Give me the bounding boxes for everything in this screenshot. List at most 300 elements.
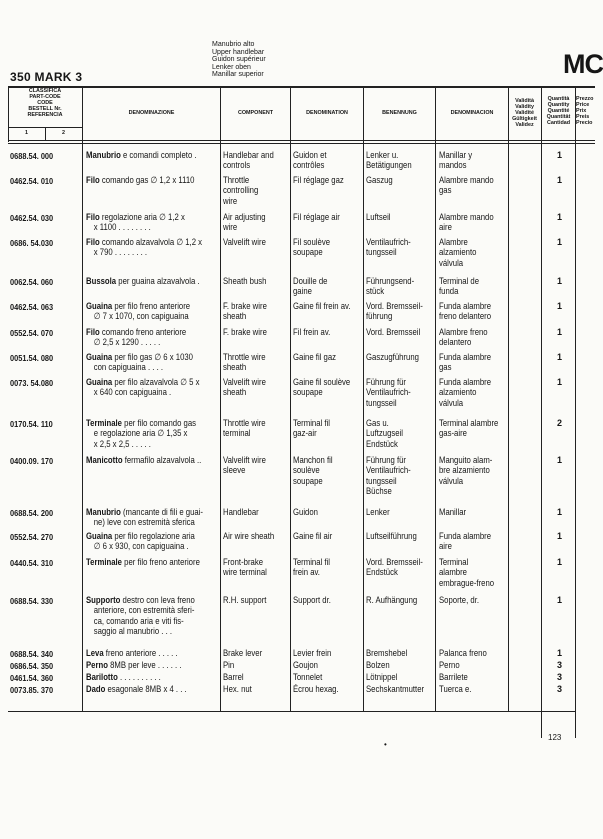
quantity: 3: [557, 684, 563, 694]
cell-de: [366, 377, 411, 408]
cell-line: Manguito alam-: [439, 455, 493, 465]
cell-de: [366, 150, 412, 171]
cell-line: Guidon: [293, 507, 318, 517]
cell-line: Vord. Bremsseil-: [366, 557, 423, 567]
cell-line: Führung für: [366, 377, 407, 387]
cell-line: Fil réglage air: [293, 212, 340, 222]
cell-line: contrôles: [293, 160, 325, 171]
cell-line: Funda alambre: [439, 377, 492, 387]
cell-en: [223, 672, 244, 682]
cell-line: wire terminal: [223, 567, 267, 578]
description-rest: fermafilo alzavalvola ..: [122, 455, 202, 465]
cell-line: Terminal fil: [293, 418, 330, 428]
description-line: [86, 150, 197, 160]
cell-en: [223, 327, 267, 337]
description-line: [86, 352, 193, 362]
description-line: [86, 276, 200, 286]
cell-line: F. brake wire: [223, 301, 267, 311]
quantity: 1: [557, 557, 563, 567]
cell-line: R. Aufhängung: [366, 595, 418, 605]
cell-es: [439, 672, 468, 682]
cell-line: aire: [439, 222, 452, 233]
cell-line: Funda alambre: [439, 301, 492, 311]
cell-de: [366, 660, 390, 670]
cell-line: Luftzugseil: [366, 428, 404, 439]
description-rest: destro con leva freno: [120, 595, 195, 605]
header-denominazione: DENOMINAZIONE: [128, 110, 175, 116]
description-it: [86, 531, 195, 552]
cell-line: Führungsend-: [366, 276, 415, 286]
cell-es: [439, 276, 479, 297]
cell-fr: [293, 684, 339, 694]
cell-fr: [293, 660, 318, 670]
cell-fr: [293, 276, 327, 297]
cell-en: [223, 648, 262, 658]
header-denomination: DENOMINATION: [306, 110, 348, 116]
cell-line: Throttle wire: [223, 352, 266, 362]
description-rest: comando alzavalvola ∅ 1,2 x: [99, 237, 203, 247]
description-rest: (mancante di fili e guai-: [120, 507, 204, 517]
cell-en: [223, 684, 252, 694]
cell-es: [439, 150, 472, 171]
cell-line: Lenker u.: [366, 150, 399, 160]
title-it: Manubrio alto: [212, 41, 255, 48]
description-line: [86, 660, 182, 670]
part-code: 0073.85. 370: [10, 685, 54, 695]
cell-en: [223, 301, 267, 322]
description-it: [86, 237, 202, 258]
part-code: 0552.54. 070: [10, 328, 54, 338]
quantity: 1: [557, 531, 563, 541]
cell-line: funda: [439, 286, 459, 297]
description-it: [86, 455, 201, 465]
cell-line: Gaine fil air: [293, 531, 333, 541]
quantity: 1: [557, 377, 563, 387]
cell-line: sheath: [223, 387, 247, 398]
description-rest: esagonale 8MB x 4 . . .: [105, 684, 187, 694]
description-keyword: Filo: [86, 327, 100, 337]
cell-fr: [293, 377, 350, 398]
header-code: CLASSIFICA PART-CODE CODE BESTELL Nr. REFERENCIA: [27, 88, 63, 118]
description-line: [86, 237, 202, 247]
cell-line: Goujon: [293, 660, 318, 670]
cell-es: [439, 531, 491, 552]
description-keyword: Filo: [86, 175, 100, 185]
part-code: 0400.09. 170: [10, 456, 54, 466]
cell-es: [439, 327, 488, 348]
cell-es: [439, 237, 476, 268]
description-keyword: Supporto: [86, 595, 121, 605]
cell-de: [366, 327, 420, 337]
description-keyword: Barilotto: [86, 672, 118, 682]
cell-line: embrague-freno: [439, 577, 495, 588]
cell-line: frein av.: [293, 567, 320, 578]
cell-line: Sheath bush: [223, 276, 267, 286]
cell-line: Tuerca e.: [439, 684, 472, 694]
cell-es: [439, 507, 466, 517]
header-quantity: Quantità Quantity Quantité Quantität Cantidad: [546, 96, 571, 126]
cell-fr: [293, 237, 330, 258]
header-code-sub-2: 2: [62, 130, 65, 136]
cell-line: Perno: [439, 660, 460, 670]
description-rest: freno anteriore . . . . .: [103, 648, 178, 658]
part-code: 0688.54. 000: [10, 151, 54, 161]
cell-line: soupape: [293, 387, 323, 398]
cell-en: [223, 418, 266, 439]
description-it: [86, 660, 182, 670]
cell-es: [439, 660, 460, 670]
cell-fr: [293, 507, 318, 517]
cell-de: [366, 237, 411, 258]
cell-line: Fil frein av.: [293, 327, 331, 337]
description-line: [86, 557, 200, 567]
cell-line: Tonnelet: [293, 672, 323, 682]
description-it: [86, 595, 195, 637]
part-code: 0462.54. 063: [10, 302, 54, 312]
cell-line: soupape: [293, 475, 323, 486]
description-line: [86, 175, 194, 185]
cell-line: sheath: [223, 311, 247, 322]
cell-en: [223, 531, 274, 541]
cell-line: bre alzamiento: [439, 465, 490, 476]
cell-line: Support dr.: [293, 595, 331, 605]
description-line: saggio al manubrio . . .: [93, 626, 173, 637]
cell-de: [366, 648, 407, 658]
cell-line: Fil soulève: [293, 237, 331, 247]
cell-line: Gaszugführung: [366, 352, 419, 362]
cell-line: Gaszug: [366, 175, 393, 185]
cell-line: controlling: [223, 185, 259, 196]
cell-line: Palanca freno: [439, 648, 487, 658]
cell-fr: [293, 352, 336, 362]
cell-line: Levier frein: [293, 648, 332, 658]
cell-es: [439, 418, 498, 439]
cell-line: Betätigungen: [366, 160, 412, 171]
quantity: 1: [557, 595, 563, 605]
cell-line: Fil réglage gaz: [293, 175, 344, 185]
description-line: [86, 507, 203, 517]
cell-line: Ventilaufrich-: [366, 387, 411, 398]
description-line: ∅ 7 x 1070, con capiguaina: [93, 311, 189, 322]
cell-line: válvula: [439, 475, 464, 486]
cell-line: terminal: [223, 428, 251, 439]
cell-line: Valvelift wire: [223, 377, 266, 387]
description-it: [86, 327, 186, 348]
cell-line: Vord. Bremsseil: [366, 327, 421, 337]
cell-en: [223, 237, 266, 247]
cell-en: [223, 212, 266, 233]
description-rest: per guaina alzavalvola .: [116, 276, 200, 286]
cell-line: Manillar y: [439, 150, 473, 160]
description-it: [86, 276, 200, 286]
cell-line: Vord. Bremsseil-: [366, 301, 423, 311]
header-validity: Validità Validity Validité Gültigkeit Validez: [512, 98, 537, 128]
part-code: 0051.54. 080: [10, 353, 54, 363]
header-denominacion: DENOMINACION: [450, 110, 494, 116]
part-code: 0462.54. 010: [10, 176, 54, 186]
cell-line: soupape: [293, 247, 323, 258]
cell-line: Bolzen: [366, 660, 390, 670]
cell-line: Büchse: [366, 486, 392, 497]
cell-de: [366, 557, 423, 578]
cell-en: [223, 557, 267, 578]
cell-es: [439, 377, 491, 408]
description-keyword: Leva: [86, 648, 104, 658]
cell-fr: [293, 212, 340, 222]
cell-de: [366, 352, 419, 362]
cell-line: stück: [366, 286, 385, 297]
cell-es: [439, 557, 494, 588]
description-line: ∅ 6 x 930, con capiguaina .: [93, 541, 189, 552]
cell-line: Gas u.: [366, 418, 389, 428]
cell-fr: [293, 531, 332, 541]
description-line: [86, 377, 199, 387]
header-component: COMPONENT: [237, 110, 274, 116]
cell-de: [366, 276, 414, 297]
cell-line: Throttle: [223, 175, 250, 185]
quantity: 3: [557, 660, 563, 670]
cell-line: válvula: [439, 397, 464, 408]
cell-line: válvula: [439, 257, 464, 268]
part-code: 0461.54. 360: [10, 673, 54, 683]
cell-line: alambre: [439, 567, 467, 578]
cell-line: Lenker: [366, 507, 390, 517]
description-line: x 2,5 x 2,5 . . . . .: [93, 438, 151, 449]
part-code: 0688.54. 330: [10, 596, 54, 606]
quantity: 1: [557, 507, 563, 517]
cell-line: Handlebar and: [223, 150, 274, 160]
cell-line: Alambre mando: [439, 175, 494, 185]
description-rest: per filo comando gas: [121, 418, 197, 428]
description-rest: comando freno anteriore: [99, 327, 187, 337]
description-line: [86, 455, 201, 465]
cell-line: Brake lever: [223, 648, 263, 658]
description-line: [86, 418, 196, 428]
description-it: [86, 150, 197, 160]
quantity: 1: [557, 150, 563, 160]
cell-de: [366, 212, 391, 222]
title-es: Manillar superior: [212, 71, 264, 79]
cell-en: [223, 507, 259, 517]
cell-line: Manchon fil: [293, 455, 333, 465]
description-line: [86, 595, 195, 605]
quantity: 1: [557, 352, 563, 362]
cell-line: Air wire sheath: [223, 531, 275, 541]
cell-line: Ventilaufrich-: [366, 465, 411, 476]
cell-line: Douille de: [293, 276, 328, 286]
cell-es: [439, 684, 471, 694]
cell-line: Bremshebel: [366, 648, 408, 658]
cell-line: führung: [366, 311, 393, 322]
description-rest: comando gas ∅ 1,2 x 1110: [99, 175, 195, 185]
cell-line: controls: [223, 160, 251, 171]
cell-line: Luftseil: [366, 212, 391, 222]
quantity: 2: [557, 418, 563, 428]
cell-fr: [293, 150, 327, 171]
description-it: [86, 377, 199, 398]
description-keyword: Terminale: [86, 418, 122, 428]
cell-line: Lötnippel: [366, 672, 398, 682]
description-line: [86, 531, 195, 541]
description-rest: 8MB per leve . . . . . .: [107, 660, 182, 670]
cell-de: [366, 455, 411, 497]
cell-en: [223, 377, 266, 398]
description-keyword: Bussola: [86, 276, 117, 286]
description-keyword: Terminale: [86, 557, 122, 567]
cell-line: freno delantero: [439, 311, 492, 322]
cell-en: [223, 150, 274, 171]
description-it: [86, 507, 203, 528]
cell-line: delantero: [439, 337, 472, 348]
description-rest: per filo gas ∅ 6 x 1030: [112, 352, 194, 362]
quantity: 1: [557, 455, 563, 465]
cell-es: [439, 301, 491, 322]
description-line: anteriore, con estremità sferi-: [93, 605, 195, 616]
cell-line: Funda alambre: [439, 352, 492, 362]
cell-line: Throttle wire: [223, 418, 266, 428]
description-it: [86, 418, 196, 449]
description-keyword: Guaina: [86, 377, 113, 387]
description-line: ca, comando aria e viti fis-: [93, 615, 184, 626]
description-keyword: Guaina: [86, 352, 113, 362]
part-code: 0686.54. 350: [10, 661, 54, 671]
cell-line: soulève: [293, 465, 320, 476]
cell-line: Valvelift wire: [223, 455, 266, 465]
cell-line: Front-brake: [223, 557, 264, 567]
part-code: 0073. 54.080: [10, 378, 54, 388]
cell-line: Funda alambre: [439, 531, 492, 541]
cell-line: tungsseil: [366, 247, 397, 258]
cell-line: mandos: [439, 160, 467, 171]
cell-en: [223, 352, 266, 373]
cell-line: Handlebar: [223, 507, 259, 517]
cell-line: Gaine fil soulève: [293, 377, 351, 387]
quantity: 1: [557, 175, 563, 185]
part-code: 0170.54. 110: [10, 419, 53, 429]
cell-line: sleeve: [223, 465, 246, 476]
description-keyword: Perno: [86, 660, 108, 670]
description-line: [86, 684, 187, 694]
cell-fr: [293, 672, 322, 682]
description-keyword: Manicotto: [86, 455, 123, 465]
cell-line: Barrilete: [439, 672, 468, 682]
cell-de: [366, 507, 390, 517]
cell-de: [366, 531, 417, 541]
description-keyword: Filo: [86, 212, 100, 222]
cell-fr: [293, 327, 330, 337]
part-code: 0688.54. 340: [10, 649, 54, 659]
cell-line: alzamiento: [439, 247, 477, 258]
quantity: 1: [557, 327, 563, 337]
description-line: x 790 . . . . . . . .: [93, 247, 148, 258]
cell-line: Ventilaufrich-: [366, 237, 411, 247]
cell-es: [439, 455, 492, 486]
cell-line: gaz-air: [293, 428, 317, 439]
cell-line: gas: [439, 362, 452, 373]
cell-es: [439, 175, 494, 196]
cell-line: tungsseil: [366, 475, 397, 486]
cell-line: gas: [439, 185, 452, 196]
cell-line: Barrel: [223, 672, 244, 682]
description-line: e regolazione aria ∅ 1,35 x: [93, 428, 188, 439]
cell-line: F. brake wire: [223, 327, 267, 337]
cell-de: [366, 684, 424, 694]
part-code: 0462.54. 030: [10, 213, 54, 223]
description-it: [86, 352, 193, 373]
part-code: 0552.54. 270: [10, 532, 54, 542]
title-en: Upper handlebar: [212, 48, 265, 56]
description-line: ne) leve con estremità sferica: [93, 517, 195, 528]
header-benennung: BENENNUNG: [382, 110, 417, 116]
cell-es: [439, 648, 487, 658]
description-line: x 640 con capiguaina .: [93, 387, 172, 398]
page-mark: •: [384, 740, 387, 749]
description-it: [86, 557, 200, 567]
cell-line: Soporte, dr.: [439, 595, 480, 605]
description-line: [86, 672, 161, 682]
quantity: 1: [557, 237, 563, 247]
description-it: [86, 672, 161, 682]
part-code: 0688.54. 200: [10, 508, 54, 518]
cell-line: Terminal: [439, 557, 469, 567]
cell-de: [366, 672, 397, 682]
cell-line: Terminal alambre: [439, 418, 499, 428]
cell-line: aire: [439, 541, 452, 552]
cell-line: Terminal de: [439, 276, 480, 286]
quantity: 1: [557, 276, 563, 286]
description-it: [86, 684, 187, 694]
cell-fr: [293, 557, 330, 578]
part-code: 0062.54. 060: [10, 277, 54, 287]
cell-line: Terminal fil: [293, 557, 330, 567]
brand-logo: MC: [563, 49, 603, 79]
cell-en: [223, 455, 266, 476]
description-keyword: Manubrio: [86, 150, 121, 160]
cell-line: Pin: [223, 660, 235, 670]
page-number: 123: [548, 733, 562, 742]
cell-line: Endstück: [366, 438, 398, 449]
description-line: [86, 212, 185, 222]
description-rest: per filo freno anteriore: [121, 557, 200, 567]
part-code: 0440.54. 310: [10, 558, 54, 568]
title-de: Lenker oben: [212, 63, 251, 71]
cell-es: [439, 212, 494, 233]
description-keyword: Guaina: [86, 531, 113, 541]
description-line: [86, 648, 178, 658]
description-rest: per filo alzavalvola ∅ 5 x: [112, 377, 200, 387]
cell-line: Luftseilführung: [366, 531, 417, 541]
cell-fr: [293, 648, 331, 658]
description-rest: per filo regolazione aria: [112, 531, 195, 541]
description-rest: per filo freno anteriore: [112, 301, 191, 311]
cell-de: [366, 301, 423, 322]
cell-line: Gaine fil frein av.: [293, 301, 351, 311]
description-line: [86, 301, 190, 311]
cell-es: [439, 352, 491, 373]
cell-line: wire: [223, 195, 238, 206]
cell-line: Führung für: [366, 455, 407, 465]
cell-line: Gaine fil gaz: [293, 352, 337, 362]
description-it: [86, 648, 178, 658]
header-code-sub-1: 1: [25, 130, 28, 136]
model-title: 350 MARK 3: [10, 70, 83, 84]
description-line: [86, 327, 186, 337]
cell-line: Guidon et: [293, 150, 327, 160]
header-price: Prezzo Price Prix Preis Precio: [576, 96, 594, 126]
cell-en: [223, 276, 266, 286]
description-keyword: Manubrio: [86, 507, 121, 517]
quantity: 1: [557, 301, 563, 311]
